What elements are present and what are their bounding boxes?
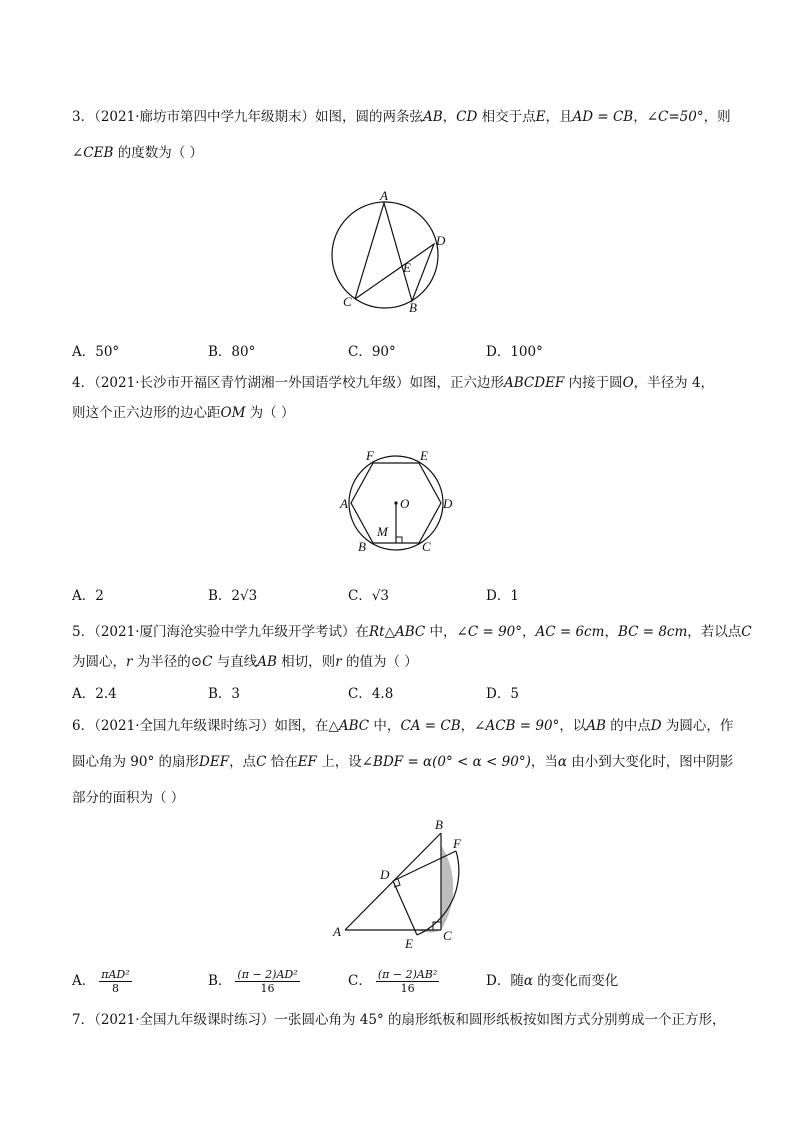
q4-right-angle-mark [396, 537, 402, 543]
q4-option-b: B．2√3 [208, 588, 258, 604]
q3-label-C: C [343, 294, 352, 309]
q3-option-b: B．80° [208, 344, 256, 360]
q4-option-d: D．1 [486, 588, 519, 604]
q6-figure [330, 817, 480, 951]
q4-stem-line2: 则这个正六边形的边心距OM 为（ ） [72, 405, 295, 421]
q4-figure [336, 450, 456, 560]
q3-circle [332, 202, 438, 308]
q5-stem-line1: 5．（2021·厦门海沧实验中学九年级开学考试）在Rt△ABC 中，∠C = 90°，AC = 6cm，BC = 8cm，若以点C [72, 624, 752, 640]
q6-label-A: A [333, 924, 341, 939]
q6-label-C: C [443, 928, 452, 943]
q3-figure [330, 188, 450, 318]
q3-stem-line1: 3．（2021·廊坊市第四中学九年级期末）如图，圆的两条弦AB，CD 相交于点E，且AD = CB，∠C=50°，则 [72, 109, 731, 125]
q3-option-a: A．50° [72, 344, 120, 360]
q6-label-D: D [380, 867, 390, 882]
q7-stem-line1: 7．（2021·全国九年级课时练习）一张圆心角为 45° 的扇形纸板和圆形纸板按如图方式分别剪成一个正方形， [72, 1012, 726, 1028]
q4-option-c: C．√3 [348, 588, 390, 604]
q6-option-d: D．随α 的变化而变化 [486, 973, 619, 989]
q6-radius-de [393, 881, 417, 935]
q3-stem-line2: ∠CEB 的度数为（ ） [72, 145, 204, 161]
q4-label-D: D [443, 496, 453, 511]
q4-label-M: M [377, 524, 388, 539]
q6-option-a: A． $\frac{\text{πAD²}}{8}$ [72, 968, 130, 995]
q3-label-E: E [403, 260, 411, 275]
q6-option-a-fraction: $\frac{\text{πAD²}}{8}$ [101, 968, 130, 995]
q6-option-c-fraction: $\frac{\text{(π − 2)AB²}}{16}$ [377, 968, 438, 995]
q5-stem-line2: 为圆心，r 为半径的⊙C 与直线AB 相切，则r 的值为（ ） [72, 654, 418, 670]
q6-stem-line1: 6．（2021·全国九年级课时练习）如图，在△ABC 中，CA = CB，∠ACB = 90°，以AB 的中点D 为圆心，作 [72, 718, 734, 734]
q3-option-c: C．90° [348, 344, 396, 360]
q4-label-B: B [358, 539, 366, 554]
q5-option-c: C．4.8 [348, 686, 394, 702]
q3-label-B: B [409, 300, 417, 315]
q6-right-angle-c [433, 922, 441, 930]
q5-option-a: A．2.4 [72, 686, 117, 702]
q4-option-a: A．2 [72, 588, 104, 604]
q4-label-E: E [420, 448, 428, 463]
q4-label-C: C [422, 539, 431, 554]
q5-option-d: D．5 [486, 686, 519, 702]
q3-option-d: D．100° [486, 344, 543, 360]
q6-label-E: E [405, 936, 413, 951]
q5-option-b: B．3 [208, 686, 241, 702]
q6-stem-line3: 部分的面积为（ ） [72, 790, 185, 806]
q4-stem-line1: 4．（2021·长沙市开福区青竹湖湘一外国语学校九年级）如图，正六边形ABCDEF 内接于圆O，半径为 4， [72, 375, 715, 391]
q4-center-o [394, 501, 397, 504]
q3-label-D: D [436, 233, 446, 248]
q6-label-B: B [435, 817, 443, 832]
q6-stem-line2: 圆心角为 90° 的扇形DEF，点C 恰在EF 上，设∠BDF = α(0° < α < 90°)，当α 由小到大变化时，图中阴影 [72, 754, 734, 770]
q6-option-b: B． $\frac{\text{(π − 2)AD²}}{16}$ [208, 968, 298, 995]
q4-label-O: O [400, 496, 410, 511]
q6-option-b-fraction: $\frac{\text{(π − 2)AD²}}{16}$ [237, 968, 298, 995]
q6-label-F: F [453, 836, 461, 851]
q4-label-F: F [366, 448, 374, 463]
q4-label-A: A [340, 496, 348, 511]
q6-option-c: C． $\frac{\text{(π − 2)AB²}}{16}$ [348, 968, 438, 995]
q3-label-A: A [380, 188, 388, 203]
